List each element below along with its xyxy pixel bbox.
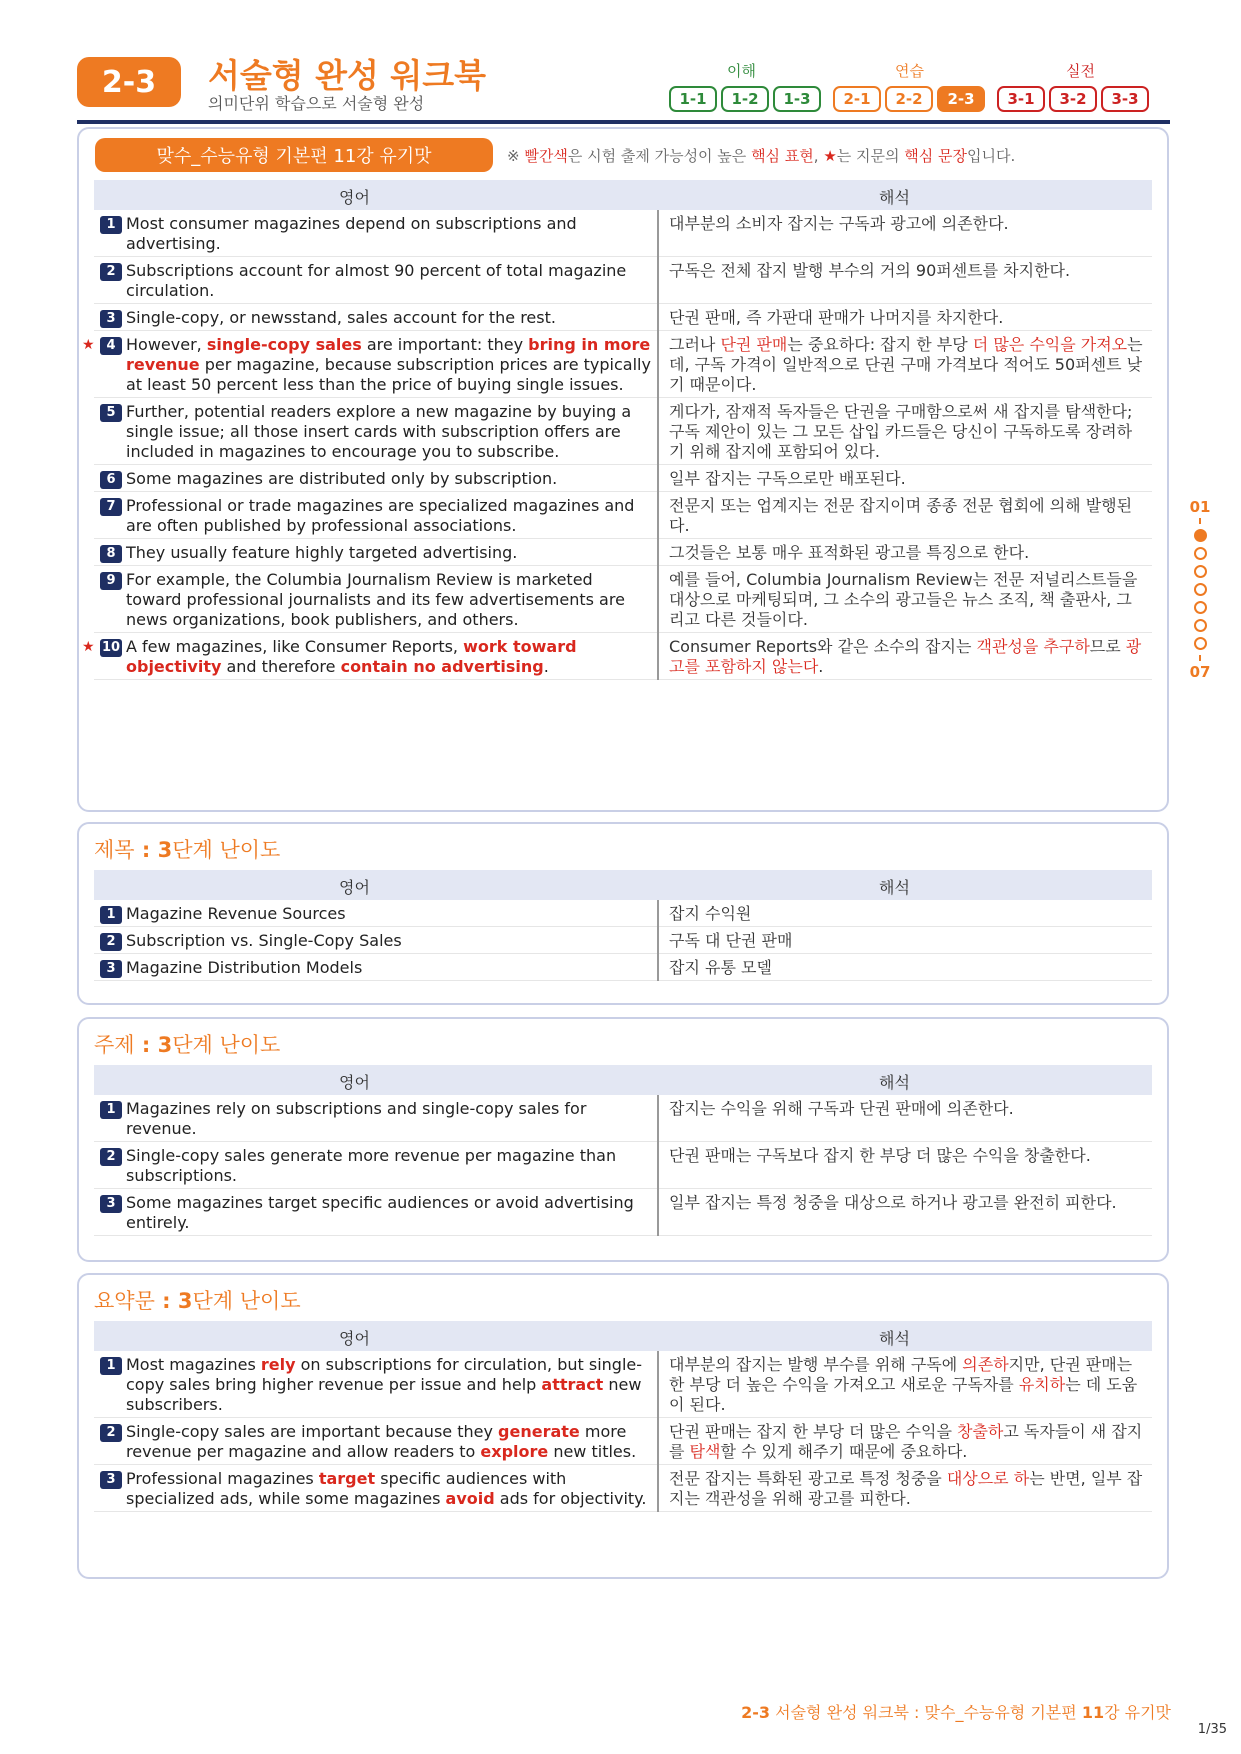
step-3-2[interactable]: 3-2 xyxy=(1049,86,1097,112)
summary-section-heading: 요약문 : 3단계 난이도 xyxy=(94,1289,301,1313)
summary-english-cell: 2 Single-copy sales are important because they generate more revenue per magazine and allow readers to explore new titles. xyxy=(94,1418,658,1465)
sentence-number: 4 xyxy=(100,337,122,355)
passage-korean-cell: 전문지 또는 업계지는 전문 잡지이며 종종 전문 협회에 의해 발행된다. xyxy=(658,492,1152,539)
passage-english-cell: 9 For example, the Columbia Journalism Review is marketed toward professional journalists and its few advertisements are news organizations, book publishers, and others. xyxy=(94,566,658,633)
title-table-header: 영어 해석 xyxy=(94,870,1152,900)
key-sentence-star-icon: ★ xyxy=(82,639,95,655)
summary-row xyxy=(94,1418,1152,1465)
theme-section-heading: 주제 : 3단계 난이도 xyxy=(94,1033,281,1057)
passage-korean-cell: 예를 들어, Columbia Journalism Review는 전문 저널리스트들을 대상으로 마케팅되며, 그 소수의 광고들은 뉴스 조직, 책 출판사, 그리고 다른 것들이다. xyxy=(658,566,1152,633)
title-table xyxy=(94,900,1152,981)
title-row xyxy=(94,954,1152,981)
sentence-number: 3 xyxy=(100,960,122,978)
side-nav-start: 01 xyxy=(1189,498,1211,516)
title-korean-cell: 잡지 유통 모델 xyxy=(658,954,1152,981)
title-korean-cell: 구독 대 단권 판매 xyxy=(658,927,1152,954)
theme-korean-cell: 일부 잡지는 특정 청중을 대상으로 하거나 광고를 완전히 피한다. xyxy=(658,1189,1152,1236)
passage-korean-cell: 구독은 전체 잡지 발행 부수의 거의 90퍼센트를 차지한다. xyxy=(658,257,1152,304)
sentence-number: 3 xyxy=(100,1471,122,1489)
passage-korean-cell: 단권 판매, 즉 가판대 판매가 나머지를 차지한다. xyxy=(658,304,1152,331)
progress-dot[interactable] xyxy=(1194,619,1207,632)
theme-korean-cell: 잡지는 수익을 위해 구독과 단권 판매에 의존한다. xyxy=(658,1095,1152,1142)
theme-english-cell: 3 Some magazines target specific audiences or avoid advertising entirely. xyxy=(94,1189,658,1236)
sentence-number: 7 xyxy=(100,498,122,516)
side-progress-nav xyxy=(1185,498,1215,681)
step-2-2[interactable]: 2-2 xyxy=(885,86,933,112)
theme-english-cell: 2 Single-copy sales generate more revenue per magazine than subscriptions. xyxy=(94,1142,658,1189)
sentence-number: 8 xyxy=(100,545,122,563)
sentence-number: 2 xyxy=(100,1148,122,1166)
passage-box xyxy=(77,127,1169,812)
title-section-heading: 제목 : 3단계 난이도 xyxy=(94,838,281,862)
sentence-number: 2 xyxy=(100,1424,122,1442)
passage-row xyxy=(94,210,1152,257)
col-korean: 해석 xyxy=(879,188,910,207)
stage-label-practice: 연습 xyxy=(895,62,924,80)
theme-row xyxy=(94,1095,1152,1142)
unit-badge: 2-3 xyxy=(77,57,181,107)
title-korean-cell: 잡지 수익원 xyxy=(658,900,1152,927)
title-english-cell: 1 Magazine Revenue Sources xyxy=(94,900,658,927)
step-3-1[interactable]: 3-1 xyxy=(997,86,1045,112)
summary-box xyxy=(77,1273,1169,1579)
passage-row xyxy=(94,492,1152,539)
progress-dot[interactable] xyxy=(1194,637,1207,650)
step-1-3[interactable]: 1-3 xyxy=(773,86,821,112)
footer-caption: 2-3 서술형 완성 워크북 : 맞수_수능유형 기본편 11강 유기맛 xyxy=(741,1703,1171,1722)
sentence-number: 3 xyxy=(100,1195,122,1213)
passage-row xyxy=(94,257,1152,304)
theme-table xyxy=(94,1095,1152,1236)
sentence-number: 1 xyxy=(100,216,122,234)
side-nav-end: 07 xyxy=(1189,663,1211,681)
source-badge: 맞수_수능유형 기본편 11강 유기맛 xyxy=(95,138,493,172)
step-3-3[interactable]: 3-3 xyxy=(1101,86,1149,112)
stage-label-real: 실전 xyxy=(1066,62,1095,80)
passage-english-cell: 6 Some magazines are distributed only by subscription. xyxy=(94,465,658,492)
title-box xyxy=(77,822,1169,1005)
summary-english-cell: 3 Professional magazines target specific audiences with specialized ads, while some magazines avoid ads for objectivity. xyxy=(94,1465,658,1512)
passage-row xyxy=(94,566,1152,633)
passage-row xyxy=(94,398,1152,465)
theme-row xyxy=(94,1189,1152,1236)
summary-english-cell: 1 Most magazines rely on subscriptions for circulation, but single-copy sales bring higher revenue per issue and help attract new subscribers. xyxy=(94,1351,658,1418)
passage-english-cell: ★ 4 However, single-copy sales are important: they bring in more revenue per magazine, because subscription prices are typically at least 50 percent less than the price of buying single issues. xyxy=(94,331,658,398)
page-title: 서술형 완성 워크북 xyxy=(208,56,487,95)
title-row xyxy=(94,900,1152,927)
progress-dot[interactable] xyxy=(1194,529,1207,542)
step-nav xyxy=(669,86,1153,112)
sentence-number: 9 xyxy=(100,572,122,590)
sentence-number: 5 xyxy=(100,404,122,422)
passage-english-cell: 2 Subscriptions account for almost 90 percent of total magazine circulation. xyxy=(94,257,658,304)
col-english: 영어 xyxy=(339,188,370,207)
page-number: 1/35 xyxy=(1197,1722,1227,1737)
summary-korean-cell: 단권 판매는 잡지 한 부당 더 많은 수익을 창출하고 독자들이 새 잡지를 탐색할 수 있게 해주기 때문에 중요하다. xyxy=(658,1418,1152,1465)
theme-english-cell: 1 Magazines rely on subscriptions and single-copy sales for revenue. xyxy=(94,1095,658,1142)
step-2-3-active[interactable]: 2-3 xyxy=(937,86,985,112)
title-english-cell: 2 Subscription vs. Single-Copy Sales xyxy=(94,927,658,954)
passage-english-cell: 1 Most consumer magazines depend on subscriptions and advertising. xyxy=(94,210,658,257)
summary-korean-cell: 대부분의 잡지는 발행 부수를 위해 구독에 의존하지만, 단권 판매는 한 부당 더 높은 수익을 가져오고 새로운 구독자를 유치하는 데 도움이 된다. xyxy=(658,1351,1152,1418)
passage-row xyxy=(94,539,1152,566)
step-1-1[interactable]: 1-1 xyxy=(669,86,717,112)
title-row xyxy=(94,927,1152,954)
passage-korean-cell: Consumer Reports와 같은 소수의 잡지는 객관성을 추구하므로 광고를 포함하지 않는다. xyxy=(658,633,1152,680)
summary-row xyxy=(94,1465,1152,1512)
step-1-2[interactable]: 1-2 xyxy=(721,86,769,112)
theme-box xyxy=(77,1017,1169,1262)
title-english-cell: 3 Magazine Distribution Models xyxy=(94,954,658,981)
passage-english-cell: 7 Professional or trade magazines are specialized magazines and are often published by professional associations. xyxy=(94,492,658,539)
sentence-number: 3 xyxy=(100,310,122,328)
sentence-number: 2 xyxy=(100,933,122,951)
sentence-number: 10 xyxy=(101,640,121,655)
sentence-number: 1 xyxy=(100,1101,122,1119)
passage-english-cell: 3 Single-copy, or newsstand, sales account for the rest. xyxy=(94,304,658,331)
sentence-number: 1 xyxy=(100,906,122,924)
passage-korean-cell: 게다가, 잠재적 독자들은 단권을 구매함으로써 새 잡지를 탐색한다; 구독 제안이 있는 그 모든 삽입 카드들은 당신이 구독하도록 장려하기 위해 잡지에 포함되어 있다. xyxy=(658,398,1152,465)
progress-dot[interactable] xyxy=(1194,601,1207,614)
theme-korean-cell: 단권 판매는 구독보다 잡지 한 부당 더 많은 수익을 창출한다. xyxy=(658,1142,1152,1189)
passage-table-header xyxy=(94,180,1152,210)
summary-table xyxy=(94,1351,1152,1512)
passage-english-cell: ★ 10 A few magazines, like Consumer Reports, work toward objectivity and therefore contain no advertising. xyxy=(94,633,658,680)
progress-dot[interactable] xyxy=(1194,547,1207,560)
passage-korean-cell: 일부 잡지는 구독으로만 배포된다. xyxy=(658,465,1152,492)
passage-row xyxy=(94,304,1152,331)
theme-table-header: 영어 해석 xyxy=(94,1065,1152,1095)
progress-dot[interactable] xyxy=(1194,565,1207,578)
theme-row xyxy=(94,1142,1152,1189)
passage-english-cell: 8 They usually feature highly targeted advertising. xyxy=(94,539,658,566)
page-subtitle: 의미단위 학습으로 서술형 완성 xyxy=(208,94,425,113)
key-sentence-star-icon: ★ xyxy=(82,337,95,353)
stage-label-understand: 이해 xyxy=(727,62,756,80)
summary-korean-cell: 전문 잡지는 특화된 광고로 특정 청중을 대상으로 하는 반면, 일부 잡지는 객관성을 위해 광고를 피한다. xyxy=(658,1465,1152,1512)
passage-row xyxy=(94,331,1152,398)
step-2-1[interactable]: 2-1 xyxy=(833,86,881,112)
passage-korean-cell: 대부분의 소비자 잡지는 구독과 광고에 의존한다. xyxy=(658,210,1152,257)
passage-row xyxy=(94,465,1152,492)
passage-row xyxy=(94,633,1152,680)
header-divider xyxy=(77,120,1170,124)
passage-korean-cell: 그러나 단권 판매는 중요하다: 잡지 한 부당 더 많은 수익을 가져오는데, 구독 가격이 일반적으로 단권 구매 가격보다 적어도 50퍼센트 낮기 때문이다. xyxy=(658,331,1152,398)
legend-note: ※ 빨간색은 시험 출제 가능성이 높은 핵심 표현, ★는 지문의 핵심 문장입니다. xyxy=(507,147,1016,165)
passage-table xyxy=(82,210,1152,680)
sentence-number: 6 xyxy=(100,471,122,489)
sentence-number: 1 xyxy=(100,1357,122,1375)
passage-korean-cell: 그것들은 보통 매우 표적화된 광고를 특징으로 한다. xyxy=(658,539,1152,566)
summary-row xyxy=(94,1351,1152,1418)
progress-dot[interactable] xyxy=(1194,583,1207,596)
passage-english-cell: 5 Further, potential readers explore a new magazine by buying a single issue; all those insert cards with subscription offers are included in magazines to encourage you to subscribe. xyxy=(94,398,658,465)
sentence-number: 2 xyxy=(100,263,122,281)
summary-table-header: 영어 해석 xyxy=(94,1321,1152,1351)
